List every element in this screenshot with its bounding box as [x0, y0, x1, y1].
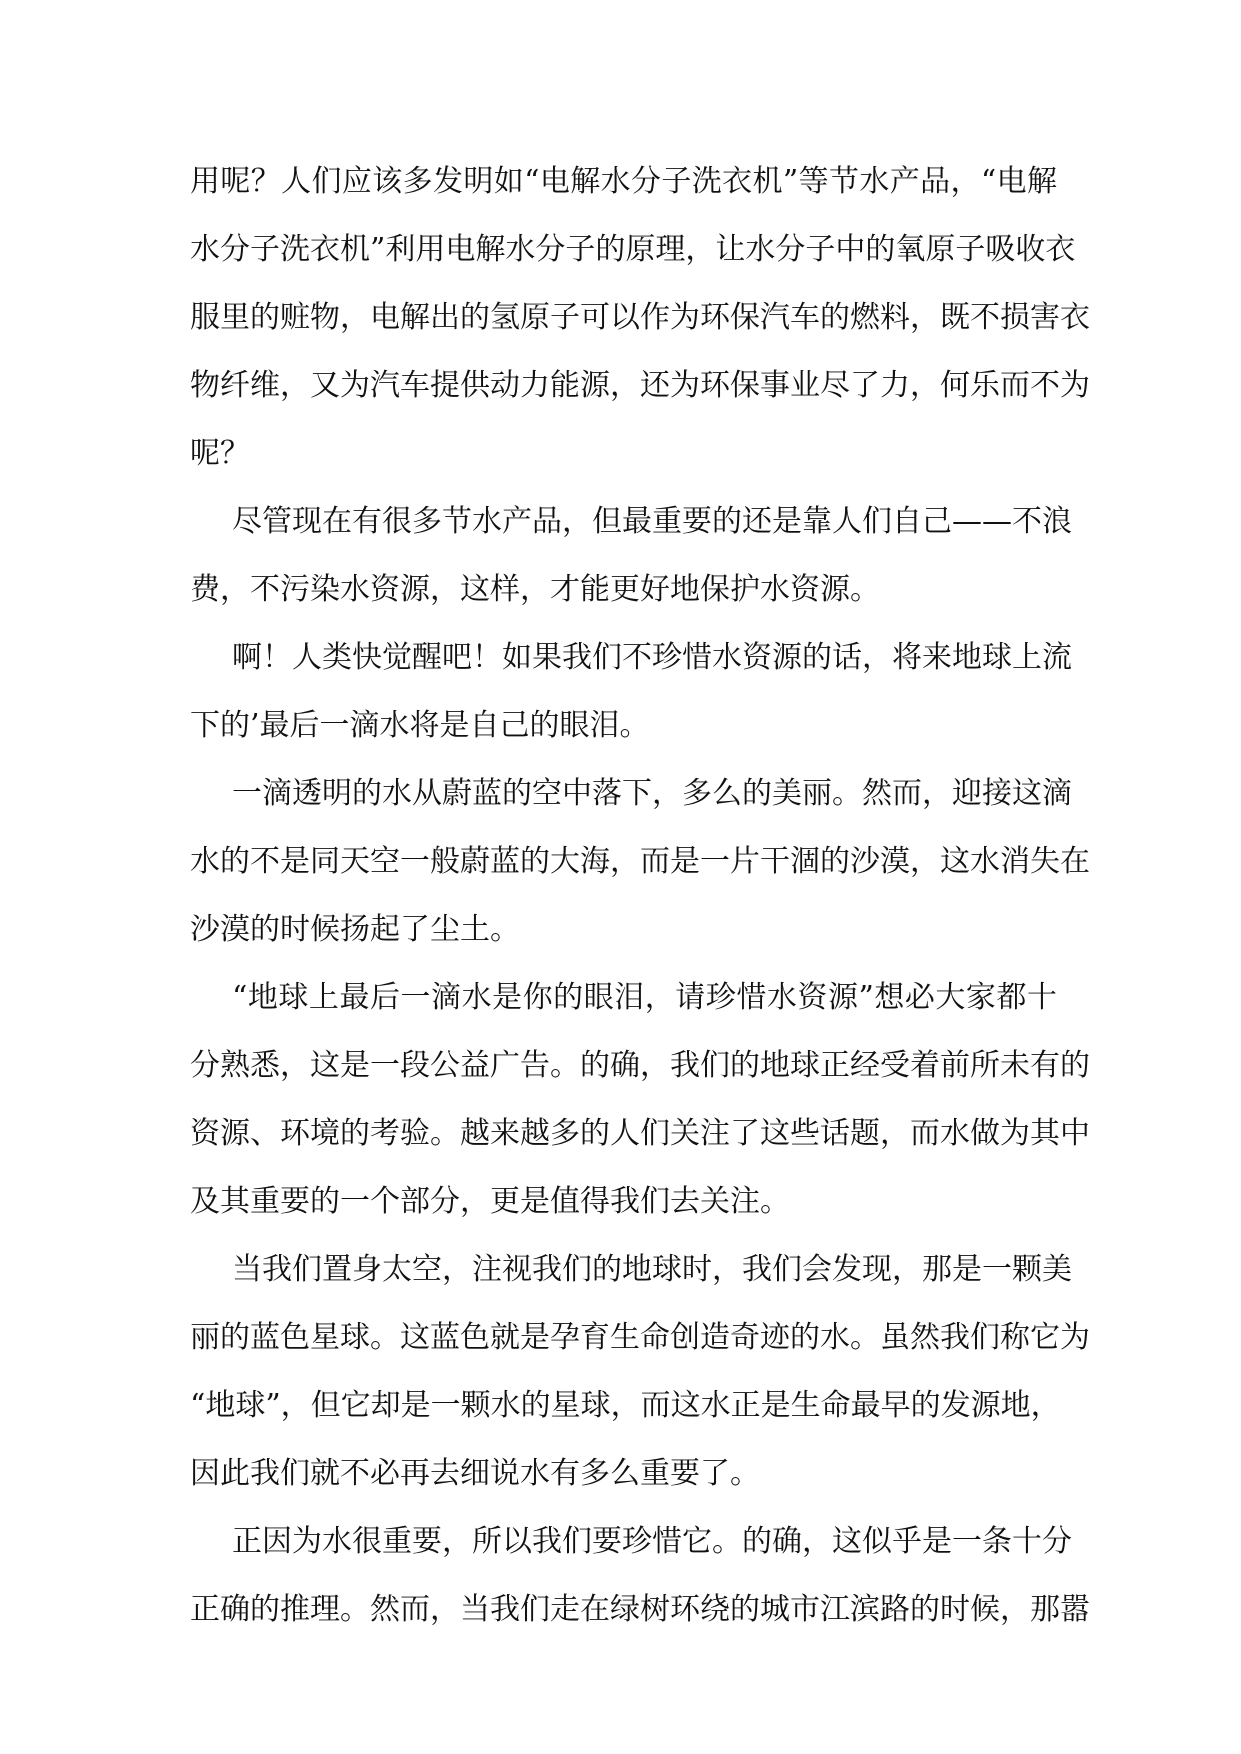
text-line: 物纤维，又为汽车提供动力能源，还为环保事业尽了力，何乐而不为	[190, 368, 1090, 403]
text-line: 分熟悉，这是一段公益广告。的确，我们的地球正经受着前所未有的	[190, 1048, 1090, 1083]
paragraph-first-line: 正因为水很重要，所以我们要珍惜它。的确，这似乎是一条十分	[232, 1524, 1072, 1559]
text-line: 资源、环境的考验。越来越多的人们关注了这些话题，而水做为其中	[190, 1116, 1090, 1151]
text-line: 用呢？人们应该多发明如“电解水分子洗衣机”等节水产品，“电解	[190, 164, 1057, 199]
text-line: 下的’最后一滴水将是自己的眼泪。	[190, 708, 650, 743]
text-line: 呢？	[190, 436, 250, 471]
paragraph-first-line: 一滴透明的水从蔚蓝的空中落下，多么的美丽。然而，迎接这滴	[232, 776, 1072, 811]
text-line: “地球”，但它却是一颗水的星球，而这水正是生命最早的发源地，	[190, 1388, 1061, 1423]
text-line: 水分子洗衣机”利用电解水分子的原理，让水分子中的氧原子吸收衣	[190, 232, 1076, 267]
paragraph-first-line: 当我们置身太空，注视我们的地球时，我们会发现，那是一颗美	[232, 1252, 1072, 1287]
text-line: 因此我们就不必再去细说水有多么重要了。	[190, 1456, 760, 1491]
text-line: 正确的推理。然而，当我们走在绿树环绕的城市江滨路的时候，那嚣	[190, 1592, 1090, 1627]
text-line: 水的不是同天空一般蔚蓝的大海，而是一片干涸的沙漠，这水消失在	[190, 844, 1090, 879]
text-line: 服里的赃物，电解出的氢原子可以作为环保汽车的燃料，既不损害衣	[190, 300, 1090, 335]
text-line: 丽的蓝色星球。这蓝色就是孕育生命创造奇迹的水。虽然我们称它为	[190, 1320, 1090, 1355]
text-line: 沙漠的时候扬起了尘土。	[190, 912, 520, 947]
paragraph-first-line: “地球上最后一滴水是你的眼泪，请珍惜水资源”想必大家都十	[232, 980, 1057, 1015]
paragraph-first-line: 啊！人类快觉醒吧！如果我们不珍惜水资源的话，将来地球上流	[232, 640, 1072, 675]
text-line: 费，不污染水资源，这样，才能更好地保护水资源。	[190, 572, 880, 607]
paragraph-first-line: 尽管现在有很多节水产品，但最重要的还是靠人们自己——不浪	[232, 504, 1072, 539]
text-line: 及其重要的一个部分，更是值得我们去关注。	[190, 1184, 790, 1219]
